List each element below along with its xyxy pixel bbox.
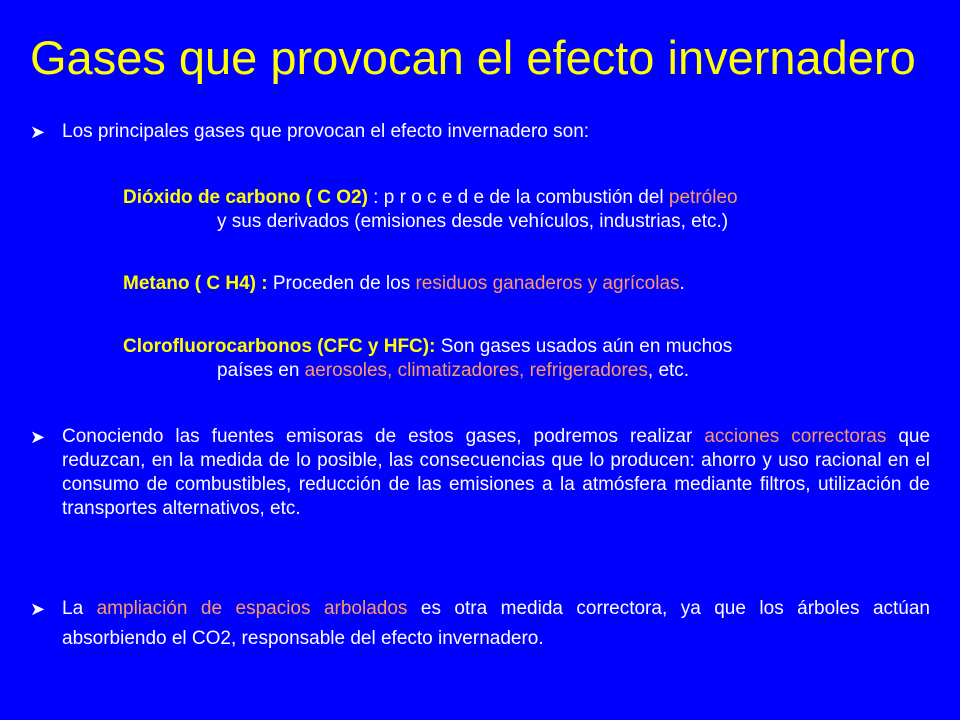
- bullet-text-part: es otra medida correctora, ya que los árboles actúan absorbiendo el CO2, responsable del efecto invernadero.: [62, 598, 930, 649]
- gas-text: Son gases usados aún en muchos: [435, 336, 733, 357]
- gas-label: Metano ( C H4) :: [123, 273, 268, 294]
- highlight-text: aerosoles, climatizadores, refrigeradores: [304, 360, 648, 381]
- bullet-text: [62, 425, 930, 521]
- gas-text: Proceden de los: [267, 273, 416, 294]
- bullet-text-part: Conociendo las fuentes emisoras de estos gases, podremos realizar: [62, 426, 705, 447]
- sub-item-line1: [123, 335, 903, 359]
- bullet-text: [62, 594, 930, 654]
- highlight-text: residuos ganaderos y agrícolas: [415, 273, 680, 294]
- sub-item-co2: [123, 186, 903, 234]
- arrow-bullet-icon: ➤: [30, 122, 46, 142]
- highlight-text: petróleo: [668, 187, 738, 208]
- bullet-wooded-areas: [30, 594, 930, 654]
- sub-item-line2: y sus derivados (emisiones desde vehículos, industrias, etc.): [217, 211, 729, 232]
- highlight-text: ampliación de espacios arbolados: [96, 598, 408, 619]
- bullet-text: Los principales gases que provocan el efecto invernadero son:: [62, 121, 590, 142]
- bullet-text-part: La: [62, 598, 97, 619]
- gas-text-end: .: [679, 273, 685, 294]
- gas-text: : p r o c e d e de la combustión del: [367, 187, 669, 208]
- gas-label: Dióxido de carbono ( C O2): [123, 187, 368, 208]
- sub-item-line1: [123, 186, 903, 210]
- gas-text-end: , etc.: [647, 360, 690, 381]
- sub-item-line2: [123, 359, 903, 383]
- slide-title: Gases que provocan el efecto invernadero: [30, 31, 916, 84]
- sub-item-line1: [123, 272, 903, 296]
- bullet-gases-intro: [30, 120, 930, 144]
- bullet-text-part: que reduzcan, en la medida de lo posible, las consecuencias que lo producen: ahorro y uso racional en el consumo de combustibles, reducción de las emisiones a la atmósfera mediante filtros, utilización de transportes alternativos, etc.: [62, 426, 931, 519]
- arrow-bullet-icon: ➤: [30, 599, 46, 619]
- gas-text: países en: [217, 360, 305, 381]
- sub-item-methane: [123, 272, 903, 296]
- arrow-bullet-icon: ➤: [30, 427, 46, 447]
- gas-label: Clorofluorocarbonos (CFC y HFC):: [123, 336, 436, 357]
- bullet-corrective-actions: [30, 425, 930, 521]
- sub-item-cfc: [123, 335, 903, 383]
- highlight-text: acciones correctoras: [704, 426, 887, 447]
